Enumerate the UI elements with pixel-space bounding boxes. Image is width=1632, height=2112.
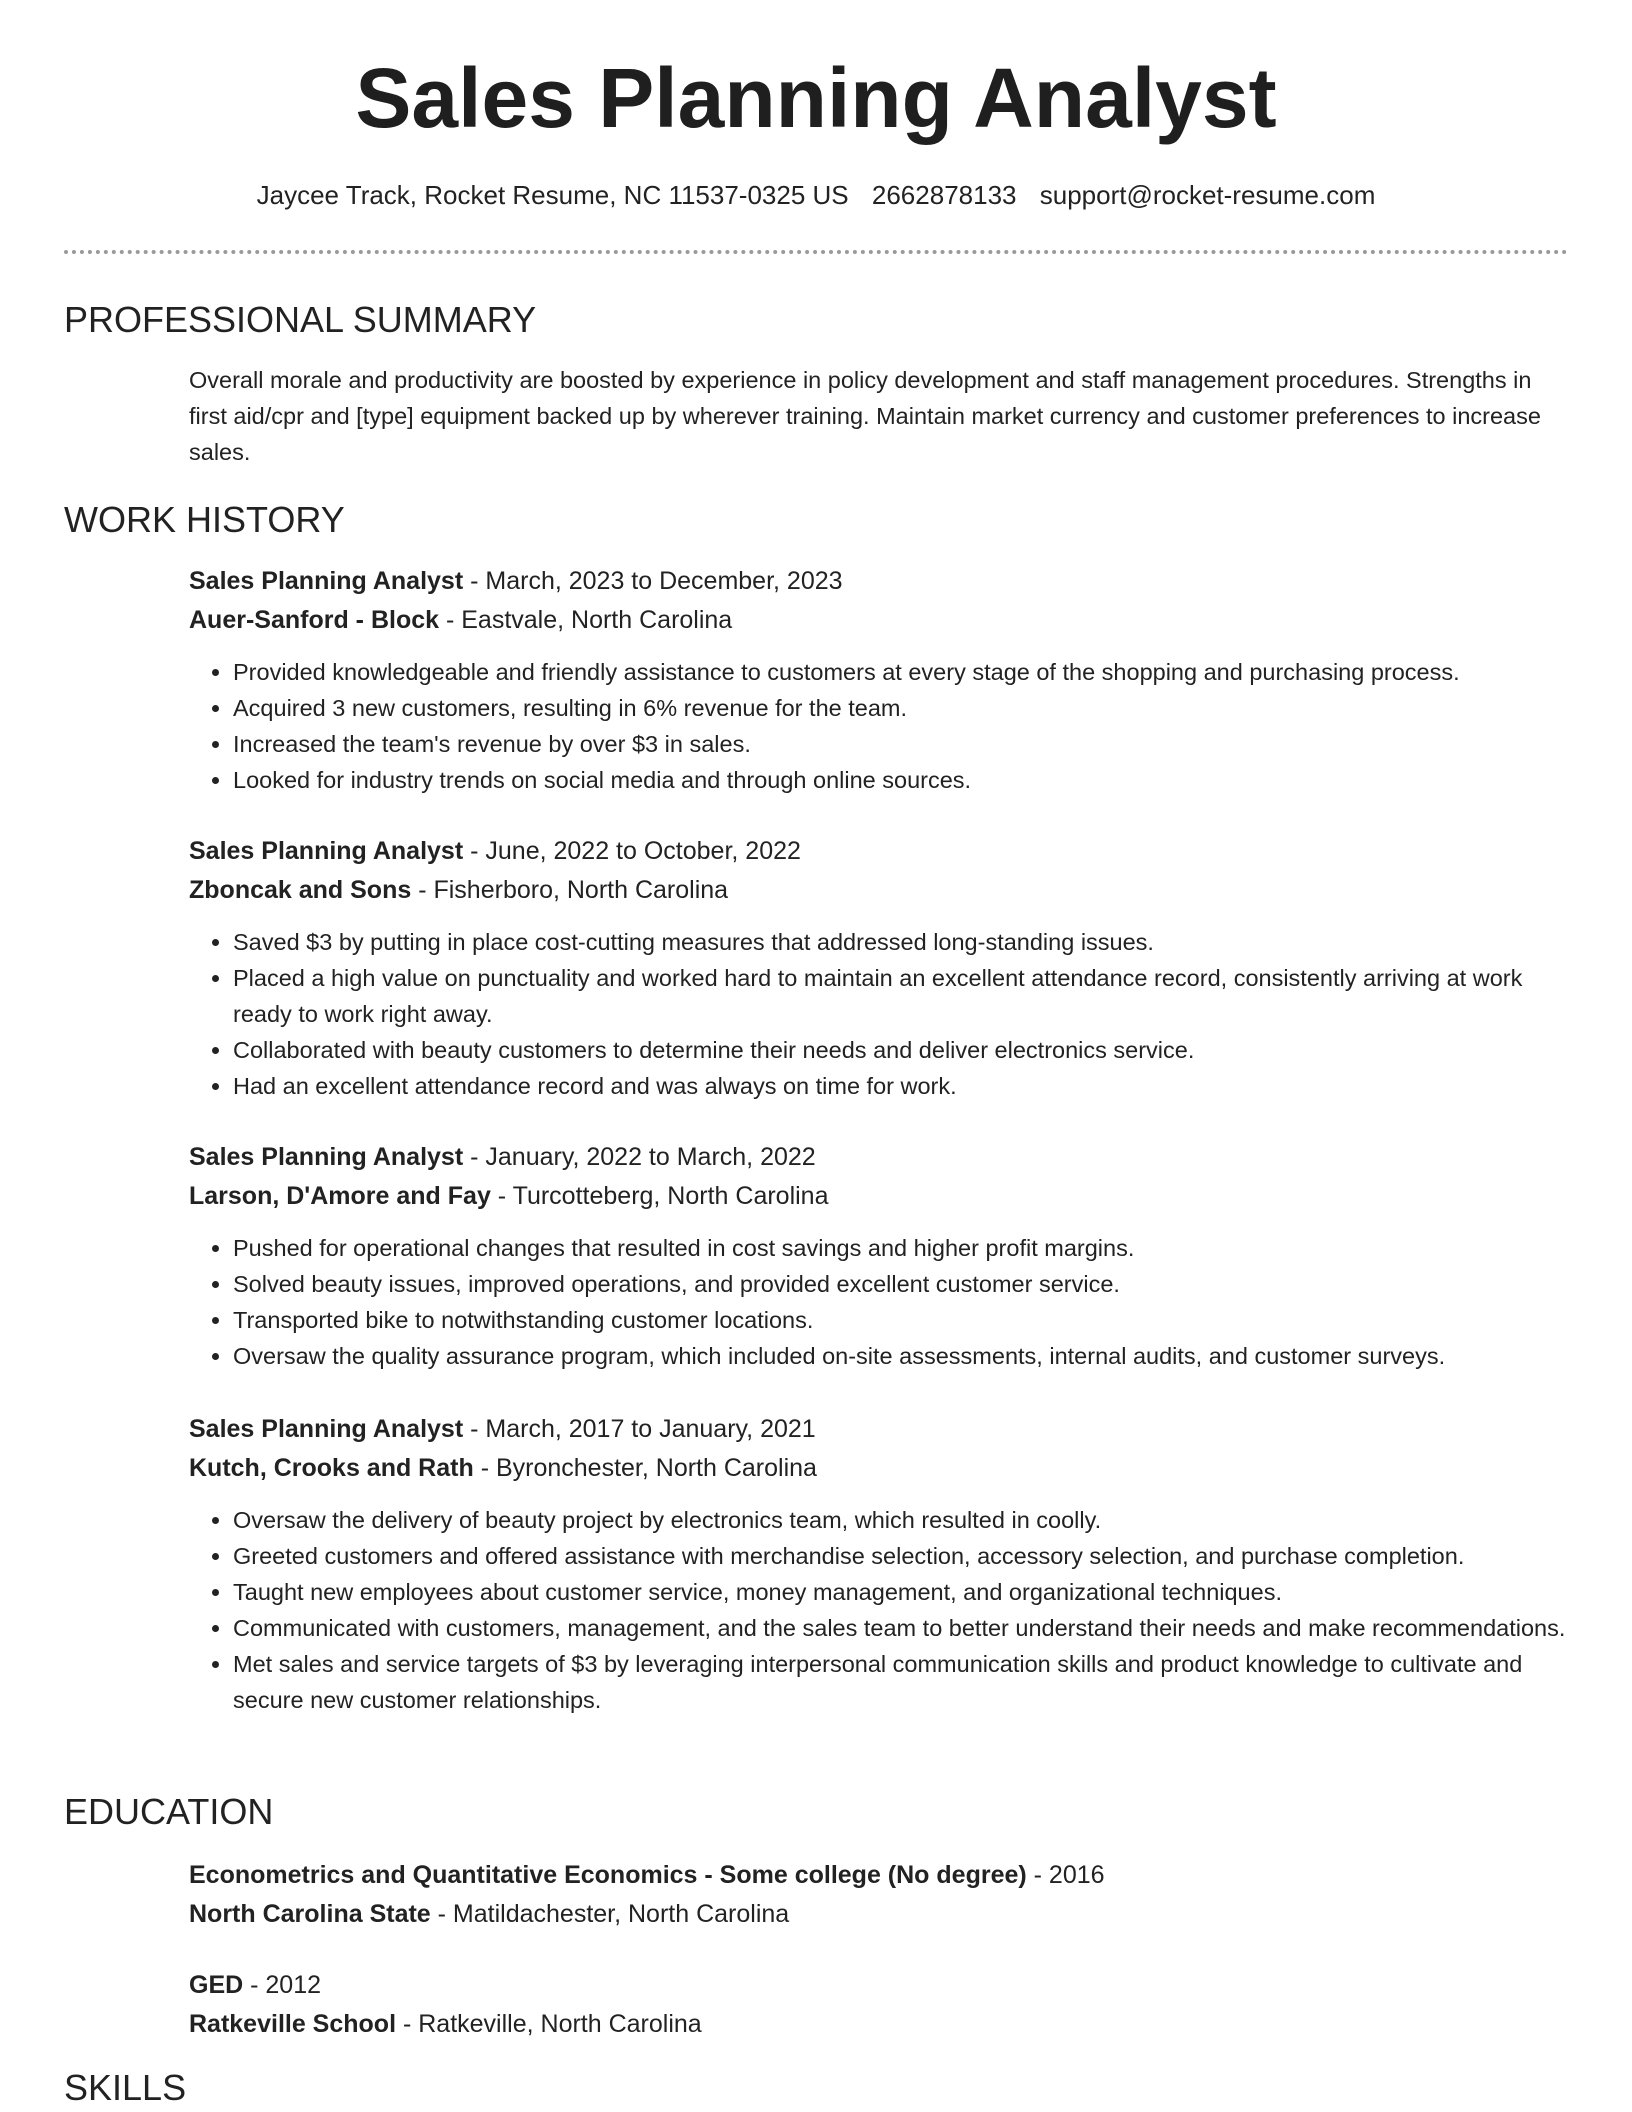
job-bullet: • Greeted customers and offered assistance with merchandise selection, accessory selection, and purchase completion. <box>233 1538 1579 1574</box>
job-bullet: • Transported bike to notwithstanding customer locations. <box>233 1302 1579 1338</box>
job-entry-3 <box>189 1138 1579 1374</box>
job-bullet: • Provided knowledgeable and friendly assistance to customers at every stage of the shopping and purchasing process. <box>233 654 1579 690</box>
job-company: Larson, D'Amore and Fay <box>189 1182 491 1210</box>
job-location: - Eastvale, North Carolina <box>439 606 733 634</box>
section-title-skills: SKILLS <box>64 2067 187 2108</box>
job-bullet: • Increased the team's revenue by over $3 in sales. <box>233 726 1579 762</box>
job-company-line <box>189 1449 1579 1488</box>
job-dates: - March, 2017 to January, 2021 <box>463 1415 816 1443</box>
job-bullets <box>189 924 1579 1104</box>
job-company: Kutch, Crooks and Rath <box>189 1454 474 1482</box>
contact-email: support@rocket-resume.com <box>1039 180 1376 210</box>
job-bullets <box>189 1502 1579 1718</box>
job-bullet: • Solved beauty issues, improved operations, and provided excellent customer service. <box>233 1266 1579 1302</box>
job-location: - Turcotteberg, North Carolina <box>490 1182 829 1210</box>
job-bullets <box>189 654 1579 798</box>
education-school-line <box>189 2005 1579 2044</box>
contact-phone: 2662878133 <box>871 180 1017 210</box>
job-location: - Fisherboro, North Carolina <box>411 876 729 904</box>
job-company-line <box>189 871 1579 910</box>
job-bullet: • Had an excellent attendance record and was always on time for work. <box>233 1068 1579 1104</box>
job-title: Sales Planning Analyst <box>189 1143 464 1171</box>
header-divider <box>64 250 1568 254</box>
job-company-line <box>189 601 1579 640</box>
education-degree: Econometrics and Quantitative Economics - Some college (No degree) <box>189 1861 1027 1889</box>
education-school-line <box>189 1895 1579 1934</box>
job-title: Sales Planning Analyst <box>189 567 464 595</box>
education-entry-1 <box>189 1856 1579 1934</box>
job-bullet: • Communicated with customers, management, and the sales team to better understand their needs and make recommendations. <box>233 1610 1579 1646</box>
job-title-line <box>189 1138 1579 1177</box>
education-degree: GED <box>189 1971 244 1999</box>
education-school: North Carolina State <box>189 1900 431 1928</box>
job-entry-1 <box>189 562 1579 798</box>
education-location: - Ratkeville, North Carolina <box>396 2010 702 2038</box>
job-location: - Byronchester, North Carolina <box>473 1454 817 1482</box>
job-entry-4 <box>189 1410 1579 1718</box>
education-year: - 2012 <box>243 1971 322 1999</box>
job-bullet: • Met sales and service targets of $3 by leveraging interpersonal communication skills and product knowledge to cultivate and secure new customer relationships. <box>233 1646 1579 1718</box>
job-dates: - June, 2022 to October, 2022 <box>463 837 801 865</box>
job-bullets <box>189 1230 1579 1374</box>
job-bullet: • Oversaw the quality assurance program, which included on-site assessments, internal audits, and customer surveys. <box>233 1338 1579 1374</box>
section-title-summary: PROFESSIONAL SUMMARY <box>64 299 537 340</box>
job-company-line <box>189 1177 1579 1216</box>
job-bullet: • Pushed for operational changes that resulted in cost savings and higher profit margins. <box>233 1230 1579 1266</box>
job-bullet: • Taught new employees about customer service, money management, and organizational techniques. <box>233 1574 1579 1610</box>
contact-line <box>0 180 1632 211</box>
job-bullet: • Oversaw the delivery of beauty project by electronics team, which resulted in coolly. <box>233 1502 1579 1538</box>
job-bullet: • Acquired 3 new customers, resulting in 6% revenue for the team. <box>233 690 1579 726</box>
job-title-line <box>189 832 1579 871</box>
education-degree-line <box>189 1966 1579 2005</box>
job-title: Sales Planning Analyst <box>189 1415 464 1443</box>
job-bullet: • Placed a high value on punctuality and worked hard to maintain an excellent attendance record, consistently arriving at work ready to work right away. <box>233 960 1579 1032</box>
job-dates: - March, 2023 to December, 2023 <box>463 567 843 595</box>
education-entry-2 <box>189 1966 1579 2044</box>
job-dates: - January, 2022 to March, 2022 <box>463 1143 816 1171</box>
job-title: Sales Planning Analyst <box>189 837 464 865</box>
job-entry-2 <box>189 832 1579 1104</box>
education-year: - 2016 <box>1026 1861 1105 1889</box>
summary-text: Overall morale and productivity are boosted by experience in policy development and staff management procedures. Strengths in first aid/cpr and [type] equipment backed up by wherever training. Maintain market currency and customer preferences to increase sales. <box>189 367 1541 465</box>
section-title-work-history: WORK HISTORY <box>64 499 345 540</box>
resume-title: Sales Planning Analyst <box>355 51 1277 145</box>
job-bullet: • Looked for industry trends on social media and through online sources. <box>233 762 1579 798</box>
job-bullet: • Collaborated with beauty customers to determine their needs and deliver electronics service. <box>233 1032 1579 1068</box>
section-title-education: EDUCATION <box>64 1791 274 1832</box>
job-bullet: • Saved $3 by putting in place cost-cutting measures that addressed long-standing issues. <box>233 924 1579 960</box>
contact-address: Jaycee Track, Rocket Resume, NC 11537-0325 US <box>256 180 849 210</box>
education-school: Ratkeville School <box>189 2010 397 2038</box>
education-location: - Matildachester, North Carolina <box>430 1900 790 1928</box>
job-company: Auer-Sanford - Block <box>189 606 440 634</box>
job-company: Zboncak and Sons <box>189 876 412 904</box>
job-title-line <box>189 1410 1579 1449</box>
education-degree-line <box>189 1856 1579 1895</box>
job-title-line <box>189 562 1579 601</box>
